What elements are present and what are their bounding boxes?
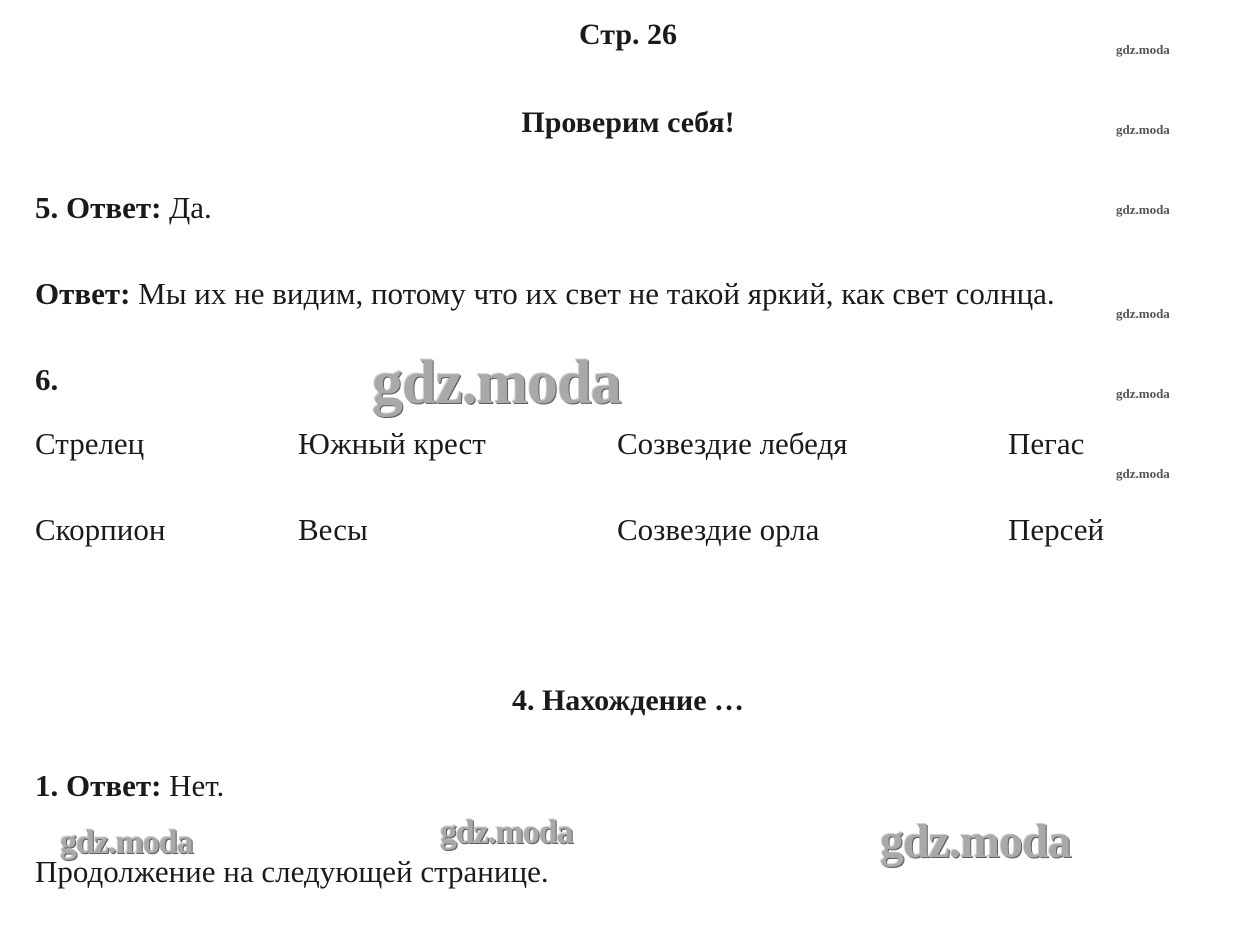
continuation-note: Продолжение на следующей странице. <box>35 854 549 889</box>
watermark-small: gdz.moda <box>1116 306 1170 321</box>
question-number: 5. <box>35 190 59 225</box>
watermark-large: gdz.moda <box>60 824 193 861</box>
section-heading-check-yourself: Проверим себя! <box>521 106 735 139</box>
constellation-cell: Персей <box>1008 512 1105 547</box>
answer-label: Ответ: <box>66 190 162 225</box>
constellation-cell: Пегас <box>1008 426 1085 461</box>
question-number: 1. <box>35 768 59 803</box>
question-5-answer <box>35 190 212 226</box>
watermark-large: gdz.moda <box>372 349 621 417</box>
watermark-large: gdz.moda <box>440 814 573 851</box>
watermark-small: gdz.moda <box>1116 42 1170 57</box>
answer-text: Мы их не видим, потому что их свет не такой яркий, как свет солнца. <box>138 276 1055 311</box>
constellation-cell: Созвездие лебедя <box>617 426 848 461</box>
constellation-cell: Весы <box>298 512 368 547</box>
question-5-explanation <box>35 276 1055 312</box>
watermark-small: gdz.moda <box>1116 202 1170 217</box>
constellation-cell: Стрелец <box>35 426 145 461</box>
question-1-answer <box>35 768 224 804</box>
constellation-cell: Скорпион <box>35 512 166 547</box>
page-title: Стр. 26 <box>578 18 678 51</box>
section-heading-finding: 4. Нахождение … <box>511 684 745 717</box>
answer-text: Да. <box>169 190 212 225</box>
watermark-small: gdz.moda <box>1116 466 1170 481</box>
watermark-small: gdz.moda <box>1116 386 1170 401</box>
watermark-small: gdz.moda <box>1116 122 1170 137</box>
answer-text: Нет. <box>169 768 225 803</box>
watermark-large: gdz.moda <box>880 815 1071 868</box>
question-6-number: 6. <box>35 362 59 397</box>
constellation-cell: Созвездие орла <box>617 512 820 547</box>
constellation-cell: Южный крест <box>298 426 486 461</box>
answer-label: Ответ: <box>35 276 131 311</box>
answer-label: Ответ: <box>66 768 162 803</box>
